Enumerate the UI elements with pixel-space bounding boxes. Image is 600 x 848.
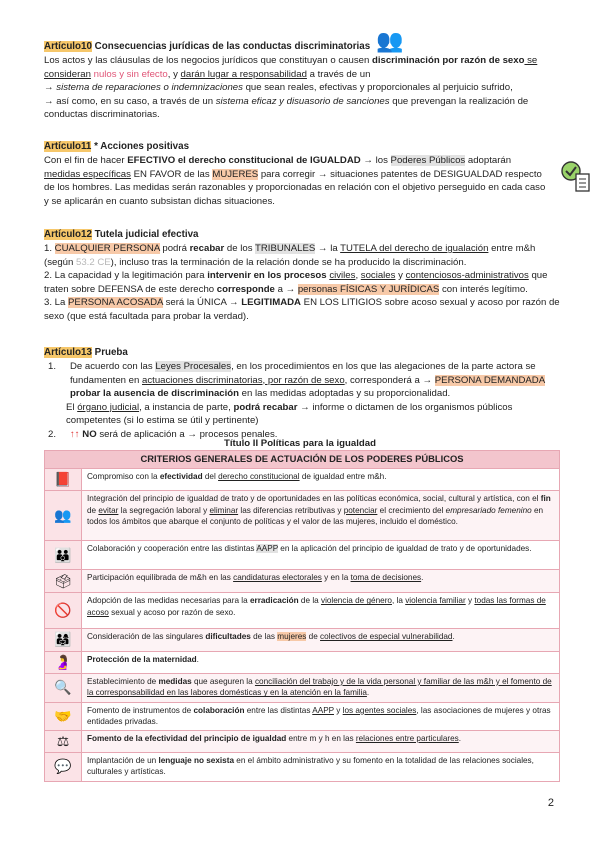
article-10-heading: Artículo10 Consecuencias jurídicas de las conductas discriminatorias bbox=[44, 41, 371, 52]
criteria-row bbox=[45, 629, 560, 651]
group-icon: 👪 bbox=[54, 546, 72, 563]
criteria-text: Fomento de la efectividad del principio de igualdad entre m y h en las relaciones entre particulares. bbox=[82, 730, 560, 752]
article-12-point-3: 3. La PERSONA ACOSADA será la ÚNICA → LEGITIMADA EN LOS LITIGIOS sobre acoso sexual y acoso por razón de sexo (que está facultada para probar la verdad). bbox=[44, 297, 560, 322]
criteria-table bbox=[44, 450, 560, 782]
criteria-text: Implantación de un lenguaje no sexista en el ámbito administrativo y su fomento en la totalidad de las relaciones sociales, culturales y artísticas. bbox=[82, 752, 560, 781]
criteria-text: Adopción de las medidas necesarias para la erradicación de la violencia de género, la violencia familiar y todas las formas de acoso sexual y acoso por razón de sexo. bbox=[82, 593, 560, 629]
title-ii-heading: Título II Políticas para la igualdad bbox=[224, 438, 376, 449]
criteria-row bbox=[45, 673, 560, 702]
criteria-row bbox=[45, 468, 560, 490]
article-10-text: Los actos y las cláusulas de los negocios jurídicos que constituyan o causen discriminación por razón de sexo se consideran nulos y sin efecto, y darán lugar a responsabilidad a través de un bbox=[44, 54, 538, 80]
criteria-text: Participación equilibrada de m&h en las candidaturas electorales y en la toma de decisiones. bbox=[82, 570, 560, 593]
article-13-subnote: El órgano judicial, a instancia de parte, podrá recabar → informe o dictamen de los organismos públicos competentes (si lo estima se útil y pertinente) bbox=[66, 401, 513, 427]
criteria-row bbox=[45, 730, 560, 752]
criteria-text: Integración del principio de igualdad de trato y de oportunidades en las políticas económica, social, cultural y artística, con el fin de evitar la segregación laboral y eliminar las diferencias retributivas y potenciar el crecimiento del empresariado femenino en todos los ámbitos que abarque el conjunto de políticas y el valor de las mujeres, incluido el doméstico. bbox=[82, 491, 560, 541]
ballot-icon: 🗳 bbox=[54, 572, 72, 589]
handshake-icon: 🤝 bbox=[54, 707, 72, 724]
article-10-reparations: → sistema de reparaciones o indemnizaciones que sean reales, efectivas y proporcionales al perjuicio sufrido, bbox=[44, 82, 513, 94]
pregnancy-icon: 🤰 bbox=[54, 653, 72, 670]
article-13-heading: Artículo13 Prueba bbox=[44, 347, 128, 358]
article-10 bbox=[44, 40, 560, 122]
article-13 bbox=[44, 346, 560, 442]
page-number: 2 bbox=[547, 797, 554, 809]
criteria-row bbox=[45, 593, 560, 629]
checklist-icon bbox=[560, 160, 592, 199]
article-12-point-2: 2. La capacidad y la legitimación para intervenir en los procesos civiles, sociales y contenciosos-administrativos que traten sobre DEFENSA de este derecho corresponde a → personas FÍSICAS Y JURÍDICAS con interés legítimo. bbox=[44, 270, 548, 295]
criteria-row bbox=[45, 491, 560, 541]
criteria-row bbox=[45, 752, 560, 781]
criteria-text: Colaboración y cooperación entre las distintas AAPP en la aplicación del principio de igualdad de trato y de oportunidades. bbox=[82, 541, 560, 570]
article-12-heading: Artículo12 Tutela judicial efectiva bbox=[44, 229, 199, 240]
criteria-row bbox=[45, 570, 560, 593]
book-icon: 📕 bbox=[54, 470, 72, 487]
article-12 bbox=[44, 228, 560, 324]
article-13-item-2: 2. ↑↑ NO será de aplicación a → procesos penales. bbox=[48, 428, 278, 440]
article-11-heading: Artículo11 * Acciones positivas bbox=[44, 141, 190, 152]
criteria-text: Fomento de instrumentos de colaboración entre las distintas AAPP y los agentes sociales, las asociaciones de mujeres y otras entidades privadas. bbox=[82, 702, 560, 730]
criteria-text: Establecimiento de medidas que aseguren la conciliación del trabajo y de la vida personal y familiar de las m&h y el fomento de la corresponsabilidad en las labores domésticas y en la atención en la familia. bbox=[82, 673, 560, 702]
family-icon: 👨‍👩‍👧 bbox=[54, 631, 72, 648]
article-10-sanctions: → así como, en su caso, a través de un sistema eficaz y disuasorio de sanciones que prevengan la realización de conductas discriminatorias. bbox=[44, 95, 529, 121]
criteria-text: Protección de la maternidad. bbox=[82, 651, 560, 673]
article-11 bbox=[44, 140, 560, 208]
criteria-row bbox=[45, 651, 560, 673]
balance-icon: ⚖ bbox=[56, 732, 70, 749]
people-group-icon: 👥 bbox=[376, 28, 404, 53]
criteria-row bbox=[45, 702, 560, 730]
criteria-table-header: CRITERIOS GENERALES DE ACTUACIÓN DE LOS PODERES PÚBLICOS bbox=[45, 451, 560, 469]
article-11-text: Con el fin de hacer EFECTIVO el derecho constitucional de IGUALDAD → los Poderes Públicos adoptarán medidas específicas EN FAVOR de las MUJERES para corregir → situaciones patentes de DESIGUALDAD respecto de los hombres. Las medidas serán razonables y proporcionadas en relación con el objetivo perseguido en cada caso y se aplicarán en cuanto subsistan dichas situaciones. bbox=[44, 154, 546, 207]
criteria-row bbox=[45, 541, 560, 570]
criteria-text: Consideración de las singulares dificultades de las mujeres de colectivos de especial vulnerabilidad. bbox=[82, 629, 560, 651]
article-13-item-1: 1. De acuerdo con las Leyes Procesales, en los procedimientos en los que las alegaciones de la parte actora se fundamenten en actuaciones discriminatorias, por razón de sexo, corresponderá a → PERSONA DEMANDADA probar la ausencia de discriminación en las medidas adoptadas y su proporcionalidad. bbox=[48, 360, 545, 400]
article-12-point-1: 1. CUALQUIER PERSONA podrá recabar de los TRIBUNALES → la TUTELA del derecho de igualación entre m&h (según 53.2 CE), incluso tras la terminación de la relación donde se ha producido la discriminación. bbox=[44, 242, 536, 268]
people-icon: 👥 bbox=[54, 507, 72, 524]
criteria-text: Compromiso con la efectividad del derecho constitucional de igualdad entre m&h. bbox=[82, 468, 560, 490]
language-icon: 💬 bbox=[54, 758, 72, 775]
prohibited-icon: 🚫 bbox=[54, 602, 72, 619]
magnifier-icon: 🔍 bbox=[54, 679, 72, 696]
